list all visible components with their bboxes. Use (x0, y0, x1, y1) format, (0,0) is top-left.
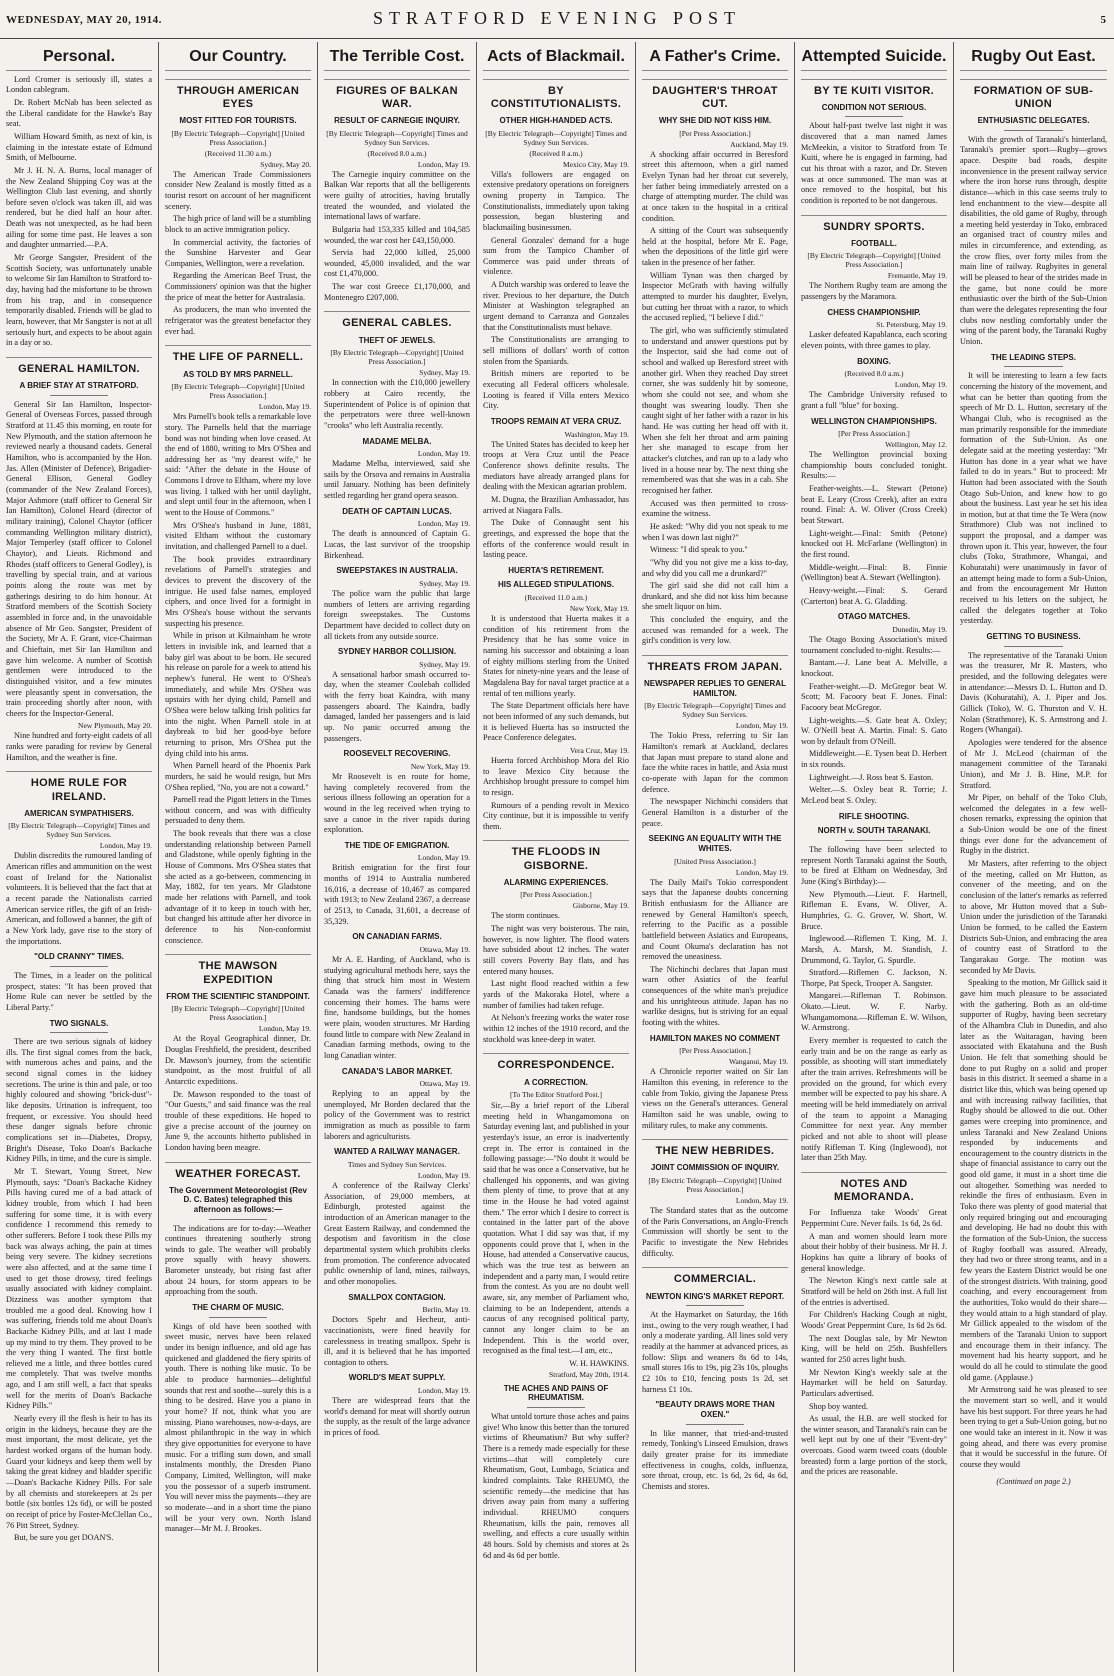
dateline: Stratford, May 20th, 1914. (549, 1369, 629, 1379)
dateline: London, May 19. (258, 1024, 311, 1034)
paragraph: Nine hundred and forty-eight cadets of all ranks were parading for review by General Hamilton, and the weather is fine. (6, 731, 152, 762)
sub-heading: ON CANADIAN FARMS. (352, 932, 442, 942)
section-heading: THE LIFE OF PARNELL. (165, 345, 311, 364)
paragraph: Mrs O'Shea's husband in June, 1881, visited Eltham without the customary invitation, and challenged Parnell to a duel. (165, 520, 311, 552)
paragraph: Mr Armstrong said he was pleased to see the movement start so well, and it would have his best support. For three years he had been trying to get a Sub-Union going, but no one would take an interest in it. Now it was going ahead, and there was every promise that it would be successful in the future. Of course they would (960, 1385, 1107, 1469)
masthead (0, 0, 1114, 39)
issue-date: WEDNESDAY, MAY 20, 1914. (6, 14, 162, 26)
sub-heading: WANTED A RAILWAY MANAGER. (334, 1147, 460, 1157)
sub-heading: FROM THE SCIENTIFIC STANDPOINT. (166, 991, 310, 1001)
news-column (954, 42, 1113, 1672)
divider (845, 116, 903, 117)
paragraph: Heavy-weight.—Final: S. Gerard (Carterton) beat A. G. Gladding. (801, 586, 947, 606)
byline: [Per Press Association.] (679, 128, 751, 138)
paragraph: Light-weights.—S. Gate beat A. Oxley; W. O'Neill beat A. Martin. Final: S. Gato won by default from O'Neill. (801, 715, 947, 746)
paragraph: What untold torture those aches and pains give! Who know this better than the tortured victims of Rheumatism? But why suffer? There is a remedy made especially for these victims—that will completely cure Rheumatism, Gout, Lumbago, Sciatica and kindred complaints. Take RHEUMO, the scientific remedy—the medicine that has driven away pain from many a suffering individual. RHEUMO conquers Rheumatism, kills the pain, removes all swelling, and effects a cure usually within 48 hours. Sold by chemists and stores at 2s 6d and 4s 6d per bottle. (483, 1412, 629, 1560)
sub-heading: TWO SIGNALS. (49, 1018, 109, 1028)
sub-heading: DEATH OF CAPTAIN LUCAS. (342, 506, 452, 516)
dateline: London, May 19. (417, 449, 470, 459)
dateline: London, May 19. (417, 1171, 470, 1181)
dateline: London, May 19. (258, 402, 311, 412)
dateline: London, May 19. (417, 159, 470, 169)
sub-heading: THE LEADING STEPS. (991, 352, 1076, 362)
paragraph: Mr T. Stewart, Young Street, New Plymouth, says: "Doan's Backache Kidney Pills having cured me of a bad attack of kidney trouble, from which I had been suffering for some time, it is with every confidence I recommend this remedy to other sufferers. Before I took these Pills my back was always aching, the pain at times being very severe. The kidney secretions were also affected, and at the same time I used to get those drowsy, tired feelings usually associated with kidney complaint. Dizziness was another symptom that troubled me a good deal. Knowing how I was suffering, friends told me about Doan's Backache Kidney Pills, and at last I made up my mind to try them. They proved to be the very thing I wanted. The first bottle relieved me a little, and three bottles cured me completely. That was twelve months ago, and I am still well, a fact that speaks well for the merits of Doan's Backache Kidney Pills." (6, 1167, 152, 1411)
sub-heading: ROOSEVELT RECOVERING. (343, 749, 451, 759)
divider (209, 1317, 267, 1318)
paragraph: The girl, who was sufficiently stimulated to understand and answer questions put by the Inspector, said she had come out of school and walked up Beresford street with another girl. When they reached Day street corner, she was suddenly hit by someone, whom she could not see, and whom she thought was swearing loudly. Then she caught sight of her father with a razor in his hand. He was cutting her head off with it. When she felt her throat and arm paining her she managed to escape from her attacker's clutches, and ran up to a lady who lived in a house near by. The next thing she remembered was that she was in a cab. She recognised her father. (642, 326, 788, 495)
paragraph: Speaking to the motion, Mr Gillick said it gave him much pleasure to be associated with the gathering. Both as an old-time supporter of Rugby, having been secretary of the Alhambra Club in Dunedin, and also later as the Waitaragan, having been associated with Ekatahuna and the Bush Union. He felt that something should be done to put Rugby on a solid and proper basis in this district. It seemed a shame in a district like this, which was being opened up and with increasing railway facilities, that Rugby should be allowed to die out. Other games were creeping into prominence, and unless Taranaki and New Zealand Unions responded by inducements and encouragement to the country districts in the shape of financial assistance to carry out the good old game, it must in a short time die out altogether. Something was needed to rekindle the fires of enthusiasm. Even in Toko there was plenty of good material that only required bringing out and encouraging and developing. He had no doubt this with the formation of the Sub-Union, the success of Rugby football was assured. Already, they had two or three strong teams, and in a few years the Eastern District would be one of the strongest districts. With training, good coaching, and every encouragement from the authorities, Toko would do their share—they would attain to a high standard of play. Mr Gillick appealed to the wisdom of the members of the Taranaki Union to support and encourage them in their infancy. The movement had his hearty support, and he would do all he could to stimulate the good old game. (Applause.) (960, 978, 1107, 1382)
sub-heading: THE TIDE OF EMIGRATION. (344, 840, 450, 850)
paragraph: The Tokio Press, referring to Sir Ian Hamilton's remark at Auckland, declares that Japan must prepare to stand alone and face the white races in battle, and Asia must co-operate with Japan for the common defence. (642, 731, 788, 794)
paragraph: Lightweight.—J. Ross beat S. Easton. (809, 772, 934, 782)
section-heading: THE MAWSON EXPEDITION (165, 954, 311, 986)
paragraph: Regarding the American Beef Trust, the Commissioners' opinion was that the higher the price of meat the better for Australasia. (165, 271, 311, 302)
paragraph: In connection with the £10,000 jewellery robbery at Cairo recently, the Superintendent of Police is of opinion that the perpetrators were three well-known "crooks" who left Australia recently. (324, 378, 470, 430)
paragraph: Lasker defeated Kapablanca, each scoring eleven points, with three games to play. (801, 330, 947, 350)
byline: [Per Press Association.] (520, 890, 592, 900)
section-heading: DAUGHTER'S THROAT CUT. (642, 79, 788, 111)
paragraph: The Duke of Connaught sent his greetings, and expressed the hope that the efforts of the conference would result in lasting peace. (483, 518, 629, 560)
paragraph: Dr. Mawson responded to the toast of "Our Guests," and said finance was the real trouble of these expeditions. He hoped to give a precise account of the journey on June 9, the accounts hitherto published in London having been meagre. (165, 1089, 311, 1152)
sub-heading: ENTHUSIASTIC DELEGATES. (977, 115, 1090, 125)
paragraph: Kings of old have been soothed with sweet music, nerves have been relaxed under its benign influence, and old age has quickened and gladdened the fiery spirits of youth. There is nothing like music. To be able to produce harmonies—delightful sounds that rest and soothe—surely this is a thing to be desired. Have you a piano in your home? If not, think what you are missing. Piano warehouses, now-a-days, are almost philanthropic in the way in which they give opportunities for everyone to have music. For a trifling sum down, and small instalments monthly, the Dresden Piano Company, Limited, Wellington, will make you the possessor of a superb instrument. You will never miss the payments—they are so moderate—and in a short time the piano will be your very own. North Island manager—Mr M. J. Brookes. (165, 1321, 311, 1534)
paragraph: The Wellington provincial boxing championship bouts concluded tonight. Results:— (801, 450, 947, 481)
section-heading: HOME RULE FOR IRELAND. (6, 771, 152, 803)
paragraph: "Why did you not give me a kiss to-day, and why did you call me a drunkard?" (642, 557, 788, 578)
dateline: London, May 19. (417, 1386, 470, 1396)
paragraph: Sir,—By a brief report of the Liberal meeting held in Whangamomona on Saturday evening last, and published in your yesterday's issue, an error is inadvertently crept in. The error is contained in the following passage:—"No doubt it would be said that he was once a Conservative, but he challenged his opponents, and was giving them plenty of time, to prove that at any time in the House he had voted against them." The error which I desire to correct is contained in the latter part of the above quotation. What I did say was that, if my opponents could prove that I, when in the House, had attended a Conservative caucus, which was the true test as between an independent and a party man, I would retire from the contest. As you are no doubt well aware, sir, any member of Parliament who, claiming to be an Independent, attends a caucus of any recognised political party, cannot any longer claim to be an Independent. This is the world over, recognised as the final test.—I am, etc., (483, 1101, 629, 1356)
news-column (0, 42, 159, 1672)
paragraph: The American Trade Commissioners consider New Zealand is mostly fitted as a tourist resort on account of her magnificent scenery. (165, 169, 311, 211)
sub-heading: SWEEPSTAKES IN AUSTRALIA. (336, 566, 458, 576)
paragraph: Doctors Spehr and Hecheur, anti-vaccinationists, were fined heavily for carelessness in treating smallpox. Spehr is ill, and it is believed that he has imported contagion to others. (324, 1315, 470, 1367)
dateline: Ottawa, May 19. (419, 1079, 470, 1089)
paragraph: At the Royal Geographical dinner, Dr. Douglas Freshfield, the president, described Dr. Mawson's journey, from the scientific standpoint, as the most fruitful of all Antarctic expeditions. (165, 1034, 311, 1086)
sub-heading: TROOPS REMAIN AT VERA CRUZ. (490, 417, 622, 426)
signature: W. H. HAWKINS. (569, 1358, 629, 1368)
paragraph: Accused was then permitted to cross-examine the witness. (642, 498, 788, 519)
paragraph: A Dutch warship was ordered to leave the river. Previous to her departure, the Dutch Minister at Washington telegraphed an urgent demand to Carranza and Gonzales that the Constitutionalists must behave. (483, 280, 629, 332)
dateline: Mexico City, May 19. (563, 159, 629, 169)
sub-heading: BOXING. (857, 356, 891, 366)
sub-heading: THEFT OF JEWELS. (358, 335, 436, 345)
paragraph: Inglewood.—Riflemen T. King, M. J. Marsh, A. Marsh, M. Standish, J. Drummond, G. Taylor, G. Spurdle. (801, 934, 947, 965)
paragraph: Mr Newton King's weekly sale at the Haymarket will be held on Saturday. Particulars advertised. (801, 1367, 947, 1398)
continuation-note: (Continued on page 2.) (996, 1476, 1071, 1486)
divider (686, 1424, 744, 1425)
sub-heading: "OLD CRANNY" TIMES. (34, 952, 124, 962)
paragraph: At Nelson's freezing works the water rose within 12 inches of the 1910 record, and the stockhold was knee-deep in water. (483, 1013, 629, 1044)
byline: (Received 11.0 a.m.) (524, 593, 588, 602)
paragraph: A Chronicle reporter waited on Sir Ian Hamilton this evening, in reference to the cable from Tokio, giving the Japanese Press views on the General's utterances. General Hamilton said he was unable, owing to military rules, to make any comments. (642, 1067, 788, 1130)
paragraph: Huerta forced Archbishop Mora del Rio to leave Mexico City because the Archbishop brought pressure to compel him to resign. (483, 755, 629, 797)
sub-heading: MOST FITTED FOR TOURISTS. (179, 115, 297, 125)
paragraph: The book provides extraordinary revelations of Parnell's strategies and devices to prevent the discovery of the intrigue. He used false names, employed ciphers, and once lived for a fortnight in Mrs O'Shea's house without the servants suspecting his presence. (165, 554, 311, 628)
paragraph: The next Douglas sale, by Mr Newton King, will be held on 25th. Bushfellers wanted for 250 acres light bush. (801, 1333, 947, 1364)
byline: [By Electric Telegraph—Copyright] [United Press Association.] (171, 128, 305, 147)
paragraph: It will be interesting to learn a few facts concerning the history of the movement, and what can be better than quoting from the speech of Mr D. L. Hutton, secretary of the Whangai Club, who is recognised as the man primarily responsible for the immediate formation of the Sub-Union. As one delegate said at the meeting yesterday: "Mr Hutton has done in a year what we have failed to do in years." But to proceed: Mr Hutton had been associated with the South Otago Sub-Union, and knew how to go about the business. Last year he set his idea in motion, but at that time the Te Wera (now Strathmore) Club was not inclined to support the proposal, and a damper was thrown upon it. This year, however, the four clubs (Toko, Strathmore, Whangai, and Kohuratahi) were unanimously in favor of an attempt being made to form a Sub-Union, and from the encouragement Mr Hutton received to his letters on the subject, he called the delegates together at Toko yesterday. (960, 371, 1107, 626)
sub-heading: A BRIEF STAY AT STRATFORD. (19, 381, 139, 391)
divider (686, 1305, 744, 1306)
dateline: London, May 19. (894, 380, 947, 390)
divider (209, 1219, 267, 1220)
sub-heading: HAMILTON MAKES NO COMMENT (649, 1033, 781, 1043)
sub-heading: NEWTON KING'S MARKET REPORT. (645, 1291, 785, 1301)
paragraph: William Howard Smith, as next of kin, is claiming in the intestate estate of Edmund Smith, of Melbourne. (6, 131, 152, 163)
byline: [By Electric Telegraph—Copyright] [United Press Association.] (807, 251, 941, 270)
paragraph: Servia had 22,000 killed, 25,000 wounded, 45,000 invalided, and the war cost £1,470,000. (324, 248, 470, 279)
dateline: New York, May 19. (569, 604, 629, 613)
paragraph: For Influenza take Woods' Great Peppermint Cure. Never fails. 1s 6d, 2s 6d. (801, 1208, 947, 1228)
paragraph: Mr J. H. N. A. Burns, local manager of the New Zealand Shipping Coy was at the Wellington Club last evening, and shortly before seven o'clock was taken ill, aid was rendered, but he died half an hour after. Death was not unexpected, as he had been ailing for some time past. He leaves a son and daughter unmarried.—P.A. (6, 165, 152, 250)
dateline: London, May 19. (417, 853, 470, 863)
sub-heading: THE CHARM OF MUSIC. (192, 1303, 284, 1313)
paragraph: He asked: "Why did you not speak to me when I was down last night?" (642, 521, 788, 542)
sub-heading: HIS ALLEGED STIPULATIONS. (497, 580, 614, 590)
dateline: Vera Cruz, May 19. (570, 745, 629, 755)
paragraph: The indications are for to-day:—Weather continues threatening southerly strong winds to gale. The weather will probably prove squally with heavy showers. Barometer unsteady, but rising fast after about 24 hours, for storm appears to be approaching from the south. (165, 1223, 311, 1297)
divider (845, 840, 903, 841)
paragraph: There are widespread fears that the world's demand for meat will shortly outrun the supply, as the result of the large advance in prices of food. (324, 1396, 470, 1438)
byline: [To The Editor Stratford Post.] (509, 1090, 603, 1100)
paragraph: The Newton King's next cattle sale at Stratford will be held on 26th inst. A full list of the entries is advertised. (801, 1276, 947, 1307)
section-heading: FORMATION OF SUB-UNION (960, 79, 1107, 111)
paragraph: The police warn the public that large numbers of letters are arriving regarding foreign sweepstakes. The Customs Department have decided to collect duty on all tickets from any outside source. (324, 588, 470, 641)
paragraph: Feather-weights.—L. Stewart (Petone) beat E. Leary (Cross Creek), after an extra round. Final: A. W. Oliver (Cross Creek) beat Stewart. (801, 484, 947, 526)
sub-heading: HUERTA'S RETIREMENT. (508, 565, 604, 575)
news-column (636, 42, 795, 1672)
sub-heading: THE ACHES AND PAINS OF RHEUMATISM. (503, 1383, 609, 1403)
paragraph: Madame Melba, interviewed, said she sails by the Orsova and remains in Australia until January. Nothing has been definitely settled regarding her grand opera season. (324, 459, 470, 501)
byline: [Per Press Association.] (838, 429, 910, 439)
paragraph: Dublin discredits the rumoured landing of American rifles and ammunition on the west coast of Ireland for the Nationalist volunteers. It is believed that the fact that at a recent parade the Nationalists carried American service rifles, the gift of an Irish-American, and followed a banner, the gift of a New York lady, gave rise to the story of the importations. (6, 851, 152, 946)
paragraph: Last night flood reached within a few yards of the Makoraka Hotel, where a number of families had taken refuge. (483, 979, 629, 1010)
paragraph: At the Haymarket on Saturday, the 16th inst., owing to the very rough weather, I had only a moderate yarding. All lines sold very readily at the hammer at advanced prices, as follow: Slips and weaners 8s 6d to 14s, small stores 16s to 19s, pig 23s 10s, ploughs £2 10s to £10, fencing posts 1s 2d, set harness £1 10s. (642, 1310, 788, 1394)
section-heading: FIGURES OF BALKAN WAR. (324, 79, 470, 111)
paragraph: The Carnegie inquiry committee on the Balkan War reports that all the belligerents were guilty of atrocities, having brutally treated the wounded, and violated the international laws of warfare. (324, 169, 470, 222)
section-heading: BY CONSTITUTIONALISTS. (483, 79, 629, 111)
dateline: Wanganui, May 19. (729, 1057, 788, 1067)
paragraph: The Standard states that as the outcome of the Paris Conversations, an Anglo-French Commission will shortly be sent to the Pacific to investigate the New Hebrides difficulty. (642, 1206, 788, 1258)
sub-heading: FOOTBALL. (851, 238, 897, 248)
dateline: London, May 19. (417, 519, 470, 529)
paragraph: Mr Masters, after referring to the object of the meeting, called on Mr Hutton, as convener of the meeting, and on the conclusion of the latter's remarks as referred to above, Mr Hutton moved that a Sub-Union under the jurisdiction of the Taranaki Union be formed, to be called the Eastern Districts Sub-Union, and embracing the area of country east of Stratford to the Tangarakau Gorge. The motion was seconded by Mr Davis. (960, 859, 1107, 975)
dateline: New Plymouth, May 20. (78, 721, 152, 731)
paragraph: The United States has decided to keep her troops at Vera Cruz until the Peace Conference shows definite results. The mediators have already arranged plans for dealing with the Mexican agrarian problem. (483, 439, 629, 492)
paragraph: Feather-weight.—D. McGregor beat W. Scott; M. Facoory beat F. Jones. Final: Facoory beat McGregor. (801, 681, 947, 712)
dateline: Washington, May 19. (564, 429, 629, 439)
news-column (795, 42, 954, 1672)
sub-heading: NEWSPAPER REPLIES TO GENERAL HAMILTON. (644, 679, 786, 698)
byline: [United Press Association.] (674, 856, 756, 866)
sub-heading: "BEAUTY DRAWS MORE THAN OXEN." (655, 1400, 775, 1419)
paragraph: The storm continues. (491, 911, 560, 921)
section-heading: SUNDRY SPORTS. (801, 215, 947, 234)
section-heading: THE NEW HEBRIDES. (642, 1139, 788, 1158)
divider (50, 966, 108, 967)
sub-heading: GETTING TO BUSINESS. (986, 632, 1081, 642)
paragraph: The death is announced of Captain G. Lucas, the last survivor of the troopship Birkenhead. (324, 529, 470, 560)
paragraph: While in prison at Kilmainham he wrote letters in invisible ink, and learned that a baby girl was about to be born. He secured his release on parole for a week to attend his nephew's funeral. He went to O'Shea's immediately, and while Mrs O'Shea was upstairs with her dying child, Parnell and O'Shea were below talking Irish politics far into the night. When Parnell stole in at daybreak to bid her good-bye before returning to prison, Mrs O'Shea put the dying child into his arms. (165, 631, 311, 758)
dateline: Berlin, May 19. (422, 1305, 470, 1315)
paragraph: General Sir Ian Hamilton, Inspector-General of Overseas Forces, passed through Stratford at 11.45 this morning, en route for New Plymouth, and the station afternoon he reviewed nearly a thousand cadets. General Hamilton, who is accompanied by the Hon. Jas. Allen (Minister of Defence), Brigadier-General Ellison, General Godley (commander of the New Zealand Forces), Major Ashmore (staff officer to General Sir Ian Hamilton), Colonel Heard (director of military training), Colonel Chaytor (officer commanding Wellington military district), Major Temperley (staff officer to Colonel Chaytor), and Lieuts. Richmond and Rhodes (staff officers to General Godley), is travelling by special train, and at various points along the route was met by gatherings desiring to do him honour. At Stratford members of the Scottish Society assembled in force and, in the unavoidable absence of Mr Geo. Sangster, President of the Society, Mr A. F. Grant, vice-Chairman and Chieftain, met Sir Ian Hamilton and gave him welcome. A number of Scottish gentlemen were introduced to the distinguished visitor, and a few minutes were pleasantly spent in conversation, the train proceeding shortly after noon, with cheers for the Inspector-General. (6, 399, 152, 718)
paragraph: Middleweight.—E. Tysen beat D. Herbert in six rounds. (801, 749, 947, 770)
paragraph: The Nichinchi declares that Japan must warn other Asiatics of the fearful consequences of the white man's prejudice and his unrighteous attitude. Japan has no warlike designs, but is striving for an equal footing with the whites. (642, 964, 788, 1028)
paragraph: About half-past twelve last night it was discovered that a man named James McMeekin, a visitor to Stratford from Te Kuiti, where he is engaged in farming, had cut his throat with a razor, and Dr. Steven was at once summoned. The man was at once removed to the hospital, but his condition is reported to be not dangerous. (801, 121, 947, 205)
sub-heading: SYDNEY HARBOR COLLISION. (337, 647, 457, 657)
dateline: St. Petersburg, May 19. (876, 320, 947, 330)
dateline: Ottawa, May 19. (419, 945, 470, 954)
dateline: Sydney, May 19. (419, 368, 470, 378)
paragraph: British emigration for the first four months of 1914 to Australia numbered 16,016, a decrease of 10,467 as compared with 1913; to New Zealand 2367, a decrease of 2513, to Canada, 31,601, a decrease of 35,329. (324, 863, 470, 926)
byline: Times and Sydney Sun Services. (347, 1160, 447, 1170)
paragraph: Nearly every ill the flesh is heir to has its origin in the kidneys, because they are the most important, the most delicate, yet the hardest worked organs of the human body. Guard your kidneys and keep them well by taking the great kidney and bladder specific—Doan's Backache Kidney Pills. For sale by all chemists and storekeepers at 2s per bottle (six bottles 12s 6d), or will be posted on receipt of price by Foster-McClellan Co., 76 Pitt Street, Sydney. (6, 1414, 152, 1530)
sub-heading: AMERICAN SYMPATHISERS. (24, 808, 134, 818)
paragraph: The Otago Boxing Association's mixed tournament concluded to-night. Results:— (801, 634, 947, 655)
section-heading: NOTES AND MEMORANDA. (801, 1172, 947, 1204)
paragraph: A man and women should learn more about their hobby of their business. Mr H. J. Hopkins has quite a library of books of general knowledge. (801, 1231, 947, 1273)
paragraph: Mr Piper, on behalf of the Toko Club, welcomed the delegates in a few well-chosen remarks, expressing the opinion that a Sub-Union would be one of the finest things ever done for the advancement of Rugby in the district. (960, 793, 1107, 856)
column-headline: Acts of Blackmail. (483, 48, 629, 71)
paragraph: William Tynan was then charged by Inspector McGrath with having wilfully attempted to murder his daughter, Evelyn, but cutting her throat with a razor, to which the accused replied, "I believe I did." (642, 270, 788, 323)
section-heading: GENERAL CABLES. (324, 311, 470, 330)
sub-heading: OTAGO MATCHES. (837, 612, 911, 622)
page-number: 5 (1100, 14, 1106, 26)
divider (50, 395, 108, 396)
paragraph: General Gonzales' demand for a huge sum from the Tampico Chamber of Commerce was paid under threats of violence. (483, 235, 629, 277)
paragraph: Light-weight.—Final: Smith (Petone) knocked out H. McFarlane (Wellington) in the first round. (801, 528, 947, 560)
byline: [By Electric Telegraph—Copyright] Times and Sydney Sun Services. (485, 128, 627, 147)
byline: [By Electric Telegraph—Copyright] Times and Sydney Sun Services. (644, 701, 786, 720)
paragraph: Shop boy wanted. (809, 1401, 868, 1411)
paragraph: The Daily Mail's Tokio correspondent says that the Japanese doubts concerning British enthusiasm for the Alliance are renewed by General Hamilton's speech, referring to the Pacific as a possible battlefield between Asiatics and Europeans, and Count Okuma's declaration has not removed the uneasiness. (642, 877, 788, 962)
byline: (Received 8.0 a.m.) (844, 369, 904, 379)
paragraph: Replying to an appeal by the unemployed, Mr Borden declared that the policy of the Government was to restrict immigration as much as possible to farm laborers and agriculturists. (324, 1089, 470, 1141)
news-column (477, 42, 636, 1672)
paragraph: Parnell read the Pigott letters in the Times without concern, and was with difficulty persuaded to deny them. (165, 795, 311, 826)
dateline: Fremantle, May 19. (887, 271, 947, 281)
section-heading: BY TE KUITI VISITOR. (801, 79, 947, 98)
column-headline: Our Country. (165, 48, 311, 71)
section-heading: THROUGH AMERICAN EYES (165, 79, 311, 111)
sub-heading: JOINT COMMISSION OF INQUIRY. (650, 1163, 780, 1173)
paragraph: Mr George Sangster, President of the Scottish Society, was unfortunately unable to welcome Sir Ian Hamilton to Stratford to-day, having had the misfortune to be thrown from his trap, and in consequence temporarily disabled. Friends will be glad to learn, however, that Mr Sangster is not at all seriously hurt, and expects to be about again in a day or so. (6, 253, 152, 348)
paragraph: The Cambridge University refused to grant a full "blue" for boxing. (801, 390, 947, 410)
column-headline: Rugby Out East. (960, 48, 1107, 71)
sub-heading: RESULT OF CARNEGIE INQUIRY. (334, 115, 460, 125)
dateline: London, May 19. (735, 721, 788, 731)
paragraph: Witness: "I did speak to you." (650, 545, 748, 555)
sub-heading: NORTH v. SOUTH TARANAKI. (817, 826, 931, 836)
sub-heading: CANADA'S LABOR MARKET. (341, 1066, 453, 1076)
sub-heading: WELLINGTON CHAMPIONSHIPS. (811, 416, 937, 426)
dateline: Sydney, May 19. (419, 659, 470, 669)
paragraph: The representative of the Taranaki Union was the treasurer, Mr R. Masters, who presided, and the following delegates were in attendance:—Messrs D. L. Hutton and D. Davis (Kohuratahi), A. J. Piper and Jos. Gillick (Toko), W. G. Thurston and V. H. Nolan (Strathmore), K. S. Armstrong and J. Rogers (Whangai). (960, 650, 1107, 735)
section-heading: THREATS FROM JAPAN. (642, 655, 788, 674)
sub-heading: WORLD'S MEAT SUPPLY. (348, 1373, 446, 1383)
paragraph: A shocking affair occurred in Beresford street this afternoon, when a girl named Evelyn Tynan had her throat cut severely, her father being immediately arrested on a charge of attempting murder. The child was at once taken to the hospital in a critical condition. (642, 149, 788, 223)
sub-heading: OTHER HIGH-HANDED ACTS. (499, 115, 613, 125)
divider (527, 1407, 585, 1408)
dateline: New York, May 19. (410, 761, 470, 771)
news-column (159, 42, 318, 1672)
paragraph: British miners are reported to be executing all Federal officers wholesale. Looting is feared if Villa enters Mexico City. (483, 369, 629, 411)
paragraph: Villa's followers are engaged on extensive predatory operations on foreigners owning property in Tampico. The Constitutionalists, immediately upon taking possession, began blustering and blackmailing businessmen. (483, 169, 629, 232)
paragraph: In commercial activity, the factories of the Sunshine Harvester and Gear Companies, Wellington, were a revelation. (165, 237, 311, 268)
paragraph: The State Department officials here have not been informed of any such demands, but it is believed Huerta has so instructed the Peace Conference delegates. (483, 701, 629, 743)
paragraph: The Times, in a leader on the political prospect, states: "It has been proved that Home Rule can never be settled by the Liberal Party." (6, 970, 152, 1012)
paragraph: In like manner, that tried-and-trusted remedy, Tonking's Linseed Emulsion, draws daily greater praise for its immediate effectiveness in coughs, colds, influenza, sore throat, croup, etc. 1s 6d, 2s 6d, 4s 6d, Chemists and stores. (642, 1428, 788, 1491)
byline: [By Electric Telegraph—Copyright] Times and Sydney Sun Services. (326, 128, 468, 147)
sub-heading: ALARMING EXPERIENCES. (503, 877, 609, 887)
paragraph: Apologies were tendered for the absence of Mr J. McLeod (chairman of the management committee of the Taranaki Union), and Mr J. B. Hine, M.P. for Stratford. (960, 737, 1107, 790)
sub-heading: CHESS CHAMPIONSHIP. (827, 307, 921, 317)
paragraph: A sensational harbor smash occurred to-day, when the steamer Coolebah collided with the ferry boat Kaindra, with many passengers aboard. The Kaindra, badly damaged, landed her passengers and is laid up. No panic occurred among the passengers. (324, 669, 470, 743)
newspaper-title: STRATFORD EVENING POST (372, 8, 742, 28)
paragraph: Bulgaria had 153,335 killed and 104,585 wounded, the war cost her £43,150,000. (324, 224, 470, 245)
paragraph: Mangarei.—Rifleman T. Robinson. Okato.—Lieut. W. F. Narby. Whangamomona.—Rifleman E. W. Wilson, W. Armstrong. (801, 991, 947, 1033)
dateline: London, May 19. (99, 841, 152, 851)
paragraph: With the growth of Taranaki's hinterland, Taranaki's premier sport—Rugby—grows apace. Despite bad roads, despite inconvenience in the present railway service where the iron horse runs through, despite distance—which in this case seems truly to lend enchantment to the view—despite all disabilities, the old game of Rugby, through a meeting held yesterday in Toko, embraced an organised tract of country miles and miles in circumference, and extending, as the crow flies, over forty miles from the main line of railway. Rugbyites in general will be pleased to hear of the strides made in the game, but none could be more enthusiastic over the birth of the Sub-Union than were the delegates representing the four clubs now nestling comfortably under the wing of the parent body, the Taranaki Rugby Union. (960, 134, 1107, 347)
paragraph: A conference of the Railway Clerks' Association, of 29,000 members, at Edinburgh, protested against the introduction of an American manager to the Great Eastern Railway, and condemned the despotism and favoritism in the close departmental system which prohibits clerks from promotion. The conference advocated public ownership of land, mines, railways, and other monopolies. (324, 1181, 470, 1286)
sub-heading: The Government Meteorologist (Rev D. C. Bates) telegraphed this afternoon as follows:— (169, 1185, 307, 1214)
column-container (0, 42, 1114, 1672)
paragraph: Every member is requested to catch the early train and be on the range as early as possible, as shooting will start immediately after the train arrives. Refreshments will be provided on the ground, for which every member will be expected to pay his share. A meeting will be held immediately on arrival of the team to appoint a Managing Committee for next year. Any member picked and not able to shoot will please notify Rifleman T. King (Inglewood), not later than 25th May. (801, 1036, 947, 1163)
byline: [By Electric Telegraph—Copyright] [United Press Association.] (330, 348, 464, 367)
paragraph: A sitting of the Court was subsequently held at the hospital, before Mr E. Page, when the depositions of the little girl were taken in the presence of her father. (642, 226, 788, 268)
paragraph: It is understood that Huerta makes it a condition of his retirement from the Presidency that he has some voice in naming his successor and obtaining a loan of eighty millions sterling from the United States for ninety-nine years and the lease of Magdalena Bay for naval target practice at a rental of ten millions yearly. (483, 614, 629, 698)
paragraph: The girl said she did not call him a drunkard, and she did not kiss him because she smelt liquor on him. (642, 581, 788, 612)
paragraph: Stratford.—Riflemen C. Jackson, N. Thorpe, Pat Speck, Trooper A. Sangster. (801, 968, 947, 988)
paragraph: Lord Cromer is seriously ill, states a London cablegram. (6, 74, 152, 95)
paragraph: The book reveals that there was a close understanding relationship between Parnell and Gladstone, while openly fighting in the House of Commons. Mrs O'Shea states that she acted as a go-between, commencing in May, 1882, for ten years. Mr Gladstone made her relations with Parnell, and took advantage of it to keep in touch with her, but changed his attitude after her divorce in deference to his Non-conformist conscience. (165, 829, 311, 945)
byline: (Received 8.0 a.m.) (367, 148, 427, 158)
paragraph: The following have been selected to represent North Taranaki against the South, to be fired at Eltham on Wednesday, 3rd June (King's Birthday):— (801, 844, 947, 886)
divider (1004, 366, 1063, 367)
byline: [By Electric Telegraph—Copyright] [United Press Association.] (648, 1176, 782, 1195)
sub-heading: SEEKING AN EQUALITY WITH THE WHITES. (648, 834, 782, 853)
paragraph: Middle-weight.—Final: B. Finnie (Wellington) beat A. Stewart (Wellington). (801, 562, 947, 583)
dateline: Gisborne, May 19. (572, 901, 629, 911)
sub-heading: WHY SHE DID NOT KISS HIM. (658, 115, 772, 125)
paragraph: For Children's Hacking Cough at night, Woods' Great Peppermint Cure, 1s 6d 2s 6d. (801, 1310, 947, 1330)
column-headline: Personal. (6, 48, 152, 71)
paragraph: Rumours of a pending revolt in Mexico City continue, but it is impossible to verify them. (483, 800, 629, 831)
column-headline: The Terrible Cost. (324, 48, 470, 71)
paragraph: Welter.—S. Oxley beat R. Torrie; J. McLeod beat S. Oxley. (801, 785, 947, 806)
paragraph: The war cost Greece £1,170,000, and Montenegro £207,000. (324, 282, 470, 302)
paragraph: Mr A. E. Harding, of Auckland, who is studying agricultural methods here, says the thing that struck him most in Western Canada was the farmers' indifference concerning their homes. The barns were fine, handsome buildings, but the homes were plain, wooden structures. Mr Harding found little to compare with New Zealand in Canadian farming methods, owing to the long Canadian winter. (324, 955, 470, 1060)
column-headline: Attempted Suicide. (801, 48, 947, 71)
paragraph: The Northern Rugby team are among the passengers by the Maramora. (801, 281, 947, 302)
sub-heading: SMALLPOX CONTAGION. (348, 1292, 446, 1302)
byline: (Received 11.30 a.m.) (204, 148, 272, 158)
dateline: Sydney, May 19. (419, 578, 470, 588)
paragraph: As producers, the man who invented the refrigerator was the greatest benefactor they ever had. (165, 305, 311, 336)
paragraph: When Parnell heard of the Phoenix Park murders, he said he would resign, but Mrs O'Shea replied, "No, you are not a coward." (165, 761, 311, 792)
dateline: Dunedin, May 19. (892, 624, 947, 634)
section-heading: GENERAL HAMILTON. (6, 357, 152, 376)
byline: [By Electric Telegraph—Copyright] [United Press Association.] (171, 382, 305, 401)
paragraph: But, be sure you get DOAN'S. (14, 1533, 114, 1543)
paragraph: There are two serious signals of kidney ills. The first signal comes from the back, with numerous aches and pains, and the second signal comes in the kidney secretions. The urine is thin and pale, or too highly coloured and showing "brick-dust"-like deposits. Urination is infrequent, too frequent, or excessive. You should heed these danger signals before chronic complications set in—Diabetes, Dropsy, Bright's Disease, Toko Doan's Backache Kidney Pills, in time, and the cure is simple. (6, 1037, 152, 1164)
sub-heading: A CORRECTION. (524, 1077, 588, 1087)
paragraph: M. Dugna, the Brazilian Ambassador, has arrived at Niagara Falls. (483, 494, 629, 515)
dateline: London, May 19. (735, 1196, 788, 1206)
divider (1004, 646, 1063, 647)
section-heading: THE FLOODS IN GISBORNE. (483, 840, 629, 872)
paragraph: The newspaper Nichinchi considers that General Hamilton is a disturber of the peace. (642, 797, 788, 828)
sub-heading: AS TOLD BY MRS PARNELL. (183, 369, 293, 379)
dateline: Sydney, May 20. (260, 159, 311, 169)
paragraph: The night was very boisterous. The rain, however, is now lighter. The flood waters have subsided about 12 inches. The water still covers Poverty Bay flats, and has entered many houses. (483, 924, 629, 976)
byline: (Received 8 a.m.) (529, 148, 583, 158)
paragraph: The high price of land will be a stumbling block to an active immigration policy. (165, 214, 311, 234)
paragraph: This concluded the enquiry, and the accused was remanded for a week. The girl's condition is very low. (642, 615, 788, 646)
news-column (318, 42, 477, 1672)
divider (50, 1032, 108, 1033)
sub-heading: MADAME MELBA. (362, 436, 432, 446)
byline: [Per Press Association.] (679, 1046, 751, 1056)
dateline: London, May 19. (735, 867, 788, 877)
section-heading: WEATHER FORECAST. (165, 1162, 311, 1181)
sub-heading: CONDITION NOT SERIOUS. (821, 102, 927, 112)
paragraph: Bantam.—J. Lane beat A. Melville, a knockout. (801, 658, 947, 678)
column-headline: A Father's Crime. (642, 48, 788, 71)
paragraph: Dr. Robert McNab has been selected as the Liberal candidate for the Hawke's Bay seat. (6, 97, 152, 129)
section-heading: COMMERCIAL. (642, 1267, 788, 1286)
divider (1004, 130, 1063, 131)
dateline: Wellington, May 12. (885, 440, 947, 450)
paragraph: New Plymouth.—Lieut. F. Hartnell, Rifleman E. Evans, W. Oliver, A. Humphries, G. G. Grover, W. Short, W. Bruce. (801, 889, 947, 931)
byline: [By Electric Telegraph—Copyright] Times and Sydney Sun Services. (8, 821, 150, 840)
section-heading: CORRESPONDENCE. (483, 1053, 629, 1072)
paragraph: Mr Roosevelt is en route for home, having completely recovered from the serious illness following an operation for a wound in the leg received when trying to save a canoe in the river rapids during exploration. (324, 771, 470, 835)
paragraph: As usual, the H.B. are well stocked for the winter season, and Taranaki's rain can be well kept out by one of their "Event-dry" overcoats. Good warm tweed coats (double breasted) form a large portion of the stock, and the prices are reasonable. (801, 1414, 947, 1477)
sub-heading: RIFLE SHOOTING. (838, 811, 910, 821)
byline: [By Electric Telegraph—Copyright] [United Press Association.] (171, 1004, 305, 1023)
paragraph: The Constitutionalists are arranging to sell millions of dollars' worth of cotton stolen from the Spaniards. (483, 335, 629, 366)
paragraph: Mrs Parnell's book tells a remarkable love story. The Parnells held that the marriage bond was not binding when love ceased. At the end of 1880, writing to Mrs O'Shea and addressing her as "my dearest wife," he said: "After the debate in the House of Commons I drove to Eltham, where my love was living. I talked with her until daylight, and slept until four in the afternoon, when I went to the House of Commons." (165, 412, 311, 518)
dateline: Auckland, May 19. (730, 139, 788, 149)
